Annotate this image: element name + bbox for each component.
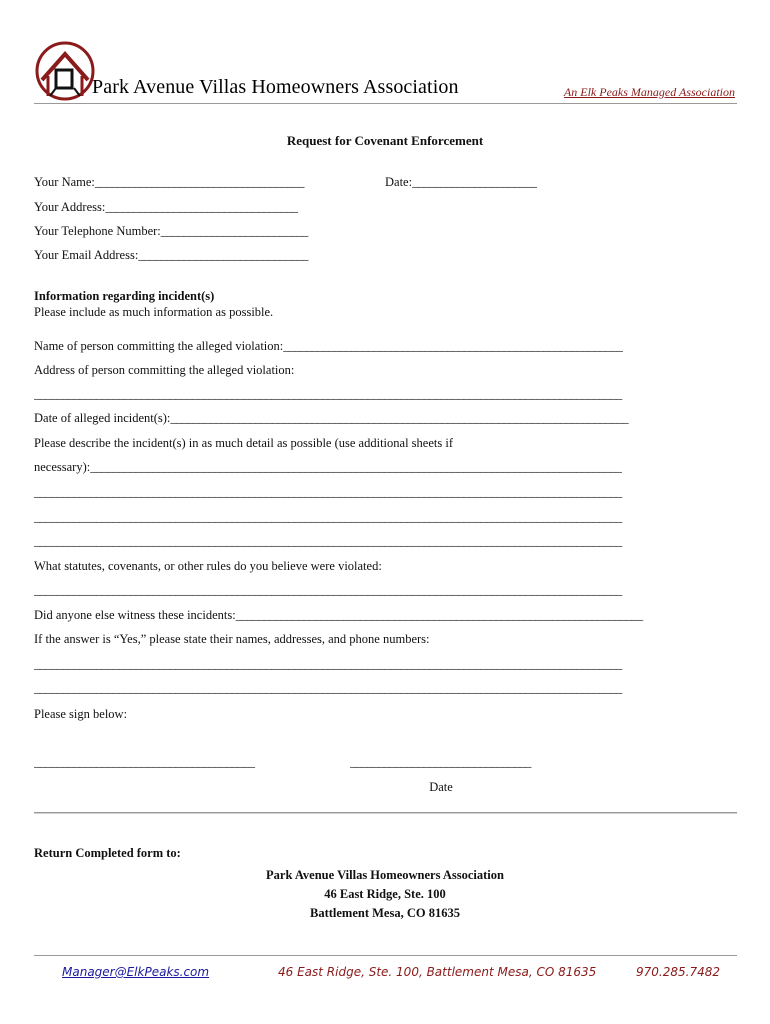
describe-field[interactable]: necessary):______________________________________________________________________________________________: [34, 460, 622, 474]
witness-field[interactable]: Did anyone else witness these incidents:________________________________________________________________________: [34, 608, 643, 622]
witness-label: Did anyone else witness these incidents:: [34, 608, 236, 622]
date-label: Date:: [385, 175, 413, 189]
rules-label: What statutes, covenants, or other rules do you believe were violated:: [34, 559, 382, 573]
witness-line[interactable]: ________________________________________________________________________________________________________: [34, 681, 622, 695]
footer-divider: [34, 955, 737, 956]
phone-field[interactable]: Your Telephone Number:__________________________: [34, 224, 308, 238]
email-label: Your Email Address:: [34, 248, 139, 262]
return-org: Park Avenue Villas Homeowners Association: [266, 868, 504, 882]
form-title: Request for Covenant Enforcement: [286, 133, 484, 148]
tagline-link[interactable]: An Elk Peaks Managed Association: [563, 85, 735, 99]
info-note: Please include as much information as possible.: [34, 305, 274, 319]
phone-label: Your Telephone Number:: [34, 224, 161, 238]
footer-phone: 970.285.7482: [636, 965, 720, 979]
return-heading: Return Completed form to:: [34, 846, 181, 860]
address-field[interactable]: Your Address:__________________________________: [34, 200, 298, 214]
signature-date-line[interactable]: ________________________________: [350, 755, 531, 769]
rules-line[interactable]: ________________________________________________________________________________________________________: [34, 583, 622, 597]
house-circle-icon: [34, 40, 96, 102]
violator-address-label: Address of person committing the alleged violation:: [34, 363, 295, 377]
name-field[interactable]: Your Name:_____________________________________: [34, 175, 304, 189]
return-city: Battlement Mesa, CO 81635: [310, 906, 460, 920]
violator-address-line[interactable]: ________________________________________________________________________________________________________: [34, 387, 622, 401]
email-field[interactable]: Your Email Address:______________________________: [34, 248, 308, 262]
violator-name-field[interactable]: Name of person committing the alleged violation:____________________________________________________________: [34, 339, 623, 353]
signature-line[interactable]: _______________________________________: [34, 755, 255, 769]
return-street: 46 East Ridge, Ste. 100: [324, 887, 446, 901]
describe-label: Please describe the incident(s) in as much detail as possible (use additional sheets if: [34, 436, 453, 450]
address-label: Your Address:: [34, 200, 106, 214]
date-field[interactable]: Date:______________________: [385, 175, 537, 189]
witness-line[interactable]: ________________________________________________________________________________________________________: [34, 657, 622, 671]
footer-address: 46 East Ridge, Ste. 100, Battlement Mesa, CO 81635: [278, 965, 597, 979]
section-divider: [34, 812, 737, 813]
describe-line[interactable]: ________________________________________________________________________________________________________: [34, 485, 622, 499]
org-title: Park Avenue Villas Homeowners Association: [92, 76, 459, 98]
describe-line[interactable]: ________________________________________________________________________________________________________: [34, 534, 622, 548]
describe-label-cont: necessary):: [34, 460, 91, 474]
header-divider: [34, 103, 737, 104]
info-heading: Information regarding incident(s): [34, 289, 215, 303]
incident-date-label: Date of alleged incident(s):: [34, 411, 171, 425]
violator-name-label: Name of person committing the alleged violation:: [34, 339, 284, 353]
describe-line[interactable]: ________________________________________________________________________________________________________: [34, 510, 622, 524]
footer-email-link[interactable]: Manager@ElkPeaks.com: [62, 965, 210, 979]
sign-label: Please sign below:: [34, 707, 128, 721]
incident-date-field[interactable]: Date of alleged incident(s):_________________________________________________________________________________: [34, 411, 629, 425]
name-label: Your Name:: [34, 175, 95, 189]
date-caption: Date: [429, 780, 453, 794]
witness-yes-label: If the answer is “Yes,” please state their names, addresses, and phone numbers:: [34, 632, 430, 646]
